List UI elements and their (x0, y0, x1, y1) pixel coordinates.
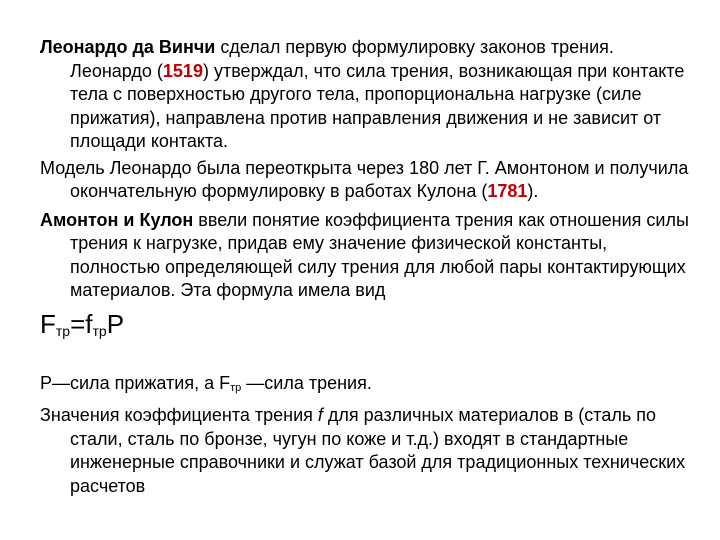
friction-formula (40, 307, 700, 348)
formula-subscript: тр (92, 322, 107, 339)
paragraph-lead-name: Леонардо да Винчи (40, 37, 216, 57)
paragraph-text: Модель Леонардо была переоткрыта через 180 лет Г. Амонтоном и получила окончательную формулировку в работах Кулона ( (40, 157, 689, 201)
formula-equals-coefficient: =f (70, 308, 93, 339)
paragraph-text: ). (527, 181, 539, 201)
formula-subscript: тр (55, 322, 71, 339)
coefficient-symbol: f (317, 405, 323, 425)
paragraph-friction-coefficient (40, 209, 700, 303)
paragraph-amontons-rediscovery (40, 157, 700, 204)
paragraph-text: сделал первую формулировку законов трения. Леонардо ( (70, 37, 614, 81)
paragraph-lead-name: Амонтон и Кулон (40, 209, 194, 230)
paragraph-text: ввели понятие коэффициента трения как отношения силы трения к нагрузке, придав ему значение физической константы, полностью определяющей силу трения для любой пары контактирующих материалов. Эта формула имела вид (70, 209, 689, 300)
formula-force: F (40, 308, 56, 339)
paragraph-formula-legend (40, 372, 700, 401)
paragraph-leonardo (40, 36, 700, 154)
year-highlight: 1519 (162, 60, 203, 81)
formula-subscript: тр (230, 381, 242, 394)
paragraph-text: P—сила прижатия, а F (40, 372, 231, 393)
formula-load: P (106, 308, 125, 339)
paragraph-coefficient-values (40, 404, 700, 498)
spacer (40, 348, 700, 372)
paragraph-text: ) утверждал, что сила трения, возникающая при контакте тела с поверхностью другого тела, пропорциональна нагрузке (силе прижатия), направлена против направления движения и не зависит от площади контакта. (70, 60, 685, 151)
year-highlight: 1781 (487, 181, 528, 201)
slide-content (40, 36, 700, 502)
paragraph-text: для различных материалов в (сталь по стали, сталь по бронзе, чугун по коже и т.д.) входят в стандартные инженерные справочники и служат базой для традиционных технических расчетов (70, 405, 686, 496)
paragraph-text: Значения коэффициента трения (40, 405, 318, 425)
paragraph-text: —сила трения. (241, 372, 372, 393)
